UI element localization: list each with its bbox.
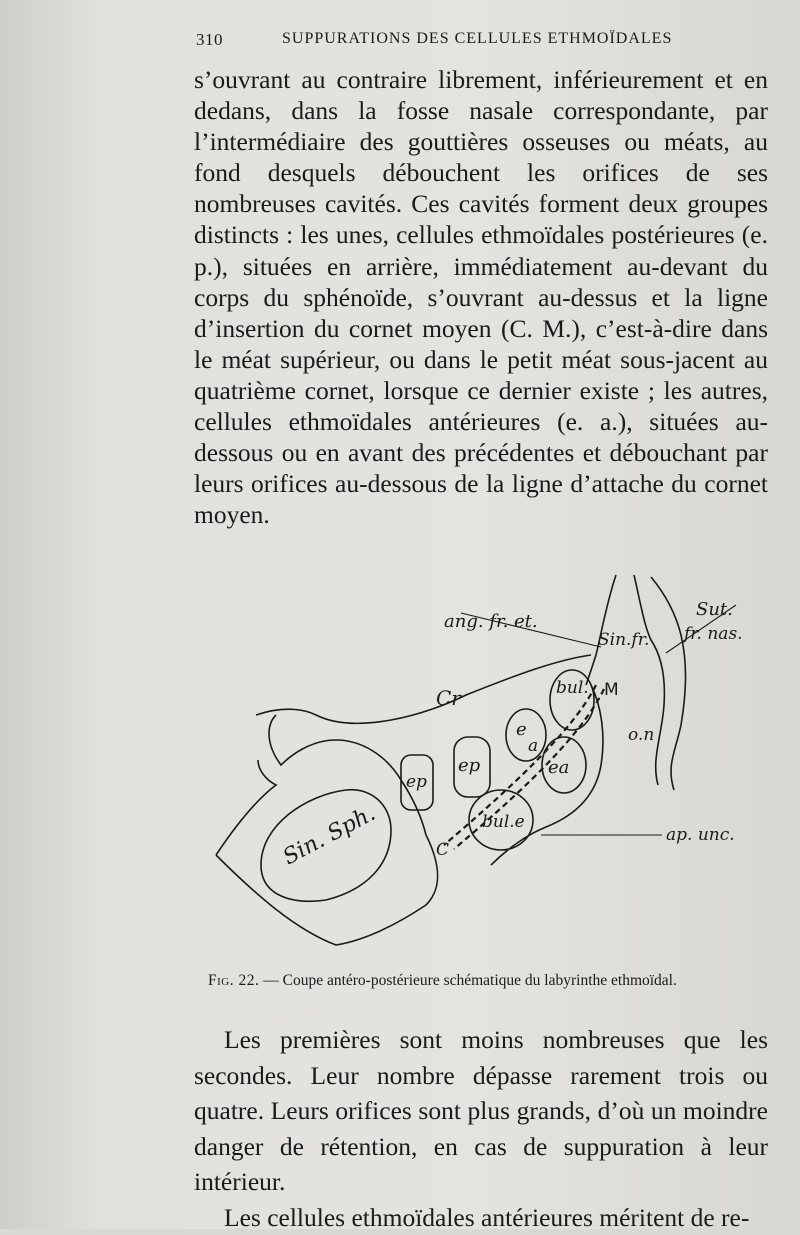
page-number: 310 (196, 30, 223, 50)
label-sut: Sut. (696, 599, 733, 620)
label-m: M (604, 680, 619, 700)
label-ep-2: ep (458, 755, 481, 776)
label-bul: bul. (556, 678, 589, 698)
caption-text: — Coupe antéro-postérieure schématique du labyrinthe ethmoïdal. (259, 972, 677, 989)
label-e: e (516, 719, 527, 740)
figure-ethmoid-diagram (196, 565, 776, 965)
label-ep-1: ep (406, 772, 427, 792)
running-title: SUPPURATIONS DES CELLULES ETHMOÏDALES (282, 30, 672, 48)
body-text-bottom (194, 1022, 768, 1235)
label-ang-fr-et: ang. fr. et. (444, 611, 538, 632)
label-cr: Cr (436, 686, 462, 710)
figure-number: Fig. 22. (208, 972, 259, 989)
paragraph: s’ouvrant au contraire librement, inférieurement et en dedans, dans la fosse nasale correspondante, par l’intermédiaire des gouttières osseuses ou méats, au fond desquels débouchent les orifices de ses nombreuses cavités. Ces cavités forment deux groupes distincts : les unes, cellules ethmoïdales postérieures (e. p.), situées en arrière, immédiatement au-devant du corps du sphénoïde, s’ouvrant au-dessus et la ligne d’insertion du cornet moyen (C. M.), c’est-à-dire dans le méat supérieur, ou dans le petit méat sous-jacent au quatrième cornet, lorsque ce dernier existe ; les autres, cellules ethmoïdales antérieures (e. a.), situées au-dessous ou en avant des précédentes et débouchant par leurs orifices au-dessous de la ligne d’attache du cornet moyen. (194, 64, 768, 530)
label-sin-sph: Sin. Sph. (279, 801, 380, 870)
paragraph: Les cellules ethmoïdales antérieures méritent de re- (194, 1200, 768, 1235)
label-sin-fr: Sin.fr. (598, 630, 649, 650)
label-ap-unc: ap. unc. (666, 825, 735, 845)
label-a: a (528, 736, 538, 756)
ethmoid-diagram (196, 565, 776, 965)
paragraph: Les premières sont moins nombreuses que les secondes. Leur nombre dépasse rarement trois ou quatre. Leurs orifices sont plus grands, d’où un moindre danger de rétention, en cas de suppuration à leur intérieur. (194, 1022, 768, 1200)
label-bul-e: bul.e (482, 812, 525, 832)
label-on: o.n (628, 725, 654, 745)
label-fr-nas: fr. nas. (682, 624, 743, 644)
figure-caption (208, 972, 773, 990)
cranial-floor (256, 655, 591, 723)
middle-turbinate (491, 685, 603, 865)
running-head (196, 30, 771, 54)
nasal-wall-line (634, 575, 664, 785)
label-ea: ea (548, 757, 569, 778)
label-c: C (436, 840, 449, 860)
body-text-top (194, 64, 768, 530)
